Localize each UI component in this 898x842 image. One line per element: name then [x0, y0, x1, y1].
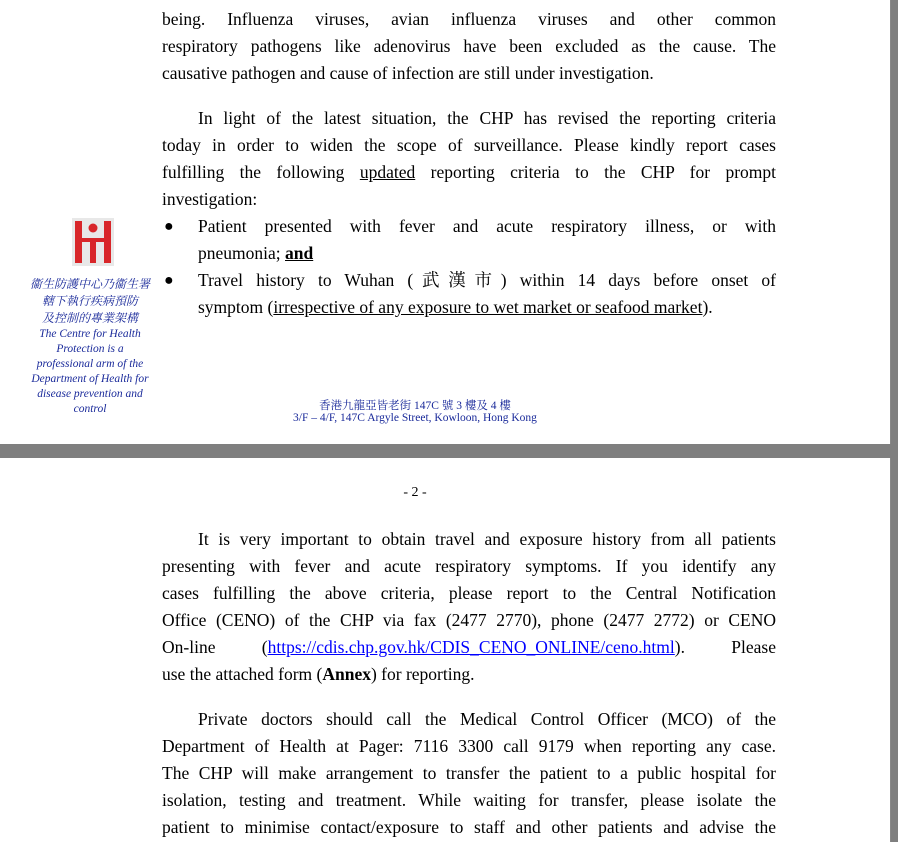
- text-line: Travel history to Wuhan (武漢市) within 14 days before onset of: [198, 270, 776, 290]
- text-line: It is very important to obtain travel and exposure history from all patients: [198, 529, 776, 549]
- chp-description-en: professional arm of the: [36, 358, 144, 370]
- text-line: causative pathogen and cause of infection are still under investigation.: [162, 63, 654, 83]
- ceno-online-link[interactable]: https://cdis.chp.gov.hk/CDIS_CENO_ONLINE/ceno.html: [267, 637, 675, 657]
- text-line: [198, 294, 776, 321]
- criteria-item-travel: [162, 267, 776, 321]
- text-line: Department of Health at Pager: 7116 3300 call 9179 when reporting any case.: [162, 736, 776, 756]
- text-line: isolation, testing and treatment. While waiting for transfer, please isolate the: [162, 790, 776, 810]
- underlined-phrase: irrespective of any exposure to wet market or seafood market: [273, 297, 703, 317]
- chp-description-en: control: [73, 403, 107, 415]
- chp-description-en: disease prevention and: [37, 388, 143, 400]
- text-line: The CHP will make arrangement to transfer the patient to a public hospital for: [162, 763, 776, 783]
- text-segment: ).: [702, 297, 713, 317]
- criteria-item-fever: [162, 213, 776, 267]
- chp-description-en: Protection is a: [56, 343, 124, 355]
- logo-bar-right: [104, 221, 111, 263]
- bullet-icon: ●: [164, 272, 174, 289]
- text-line: cases fulfilling the above criteria, please report to the Central Notification: [162, 583, 776, 603]
- chp-description-zh: 及控制的專業架構: [41, 311, 138, 325]
- text-line: Private doctors should call the Medical Control Officer (MCO) of the: [198, 709, 776, 729]
- text-line: today in order to widen the scope of surveillance. Please kindly report cases: [162, 135, 776, 155]
- page-number: - 2 -: [403, 485, 427, 500]
- text-line: [198, 240, 776, 267]
- text-segment: ) for reporting.: [370, 664, 475, 684]
- text-line: patient to minimise contact/exposure to staff and other patients and advise the: [162, 817, 776, 837]
- text-line: being. Influenza viruses, avian influenza viruses and other common: [162, 9, 776, 29]
- text-segment: pneumonia;: [198, 243, 285, 263]
- text-line: investigation:: [162, 189, 258, 209]
- text-segment: On-line (: [162, 637, 268, 657]
- text-line: presenting with fever and acute respiratory symptoms. If you identify any: [162, 556, 776, 576]
- logo-bar-left: [75, 221, 82, 263]
- chp-logo-icon: [72, 218, 114, 266]
- underlined-word-updated: updated: [359, 162, 416, 182]
- chp-description-zh: 衞生防護中心乃衞生署: [29, 277, 150, 291]
- text-line: [162, 159, 776, 186]
- chp-description-zh: 轄下執行疾病預防: [41, 294, 138, 308]
- reporting-criteria-list: [162, 213, 776, 321]
- paragraph-travel-history: [162, 526, 776, 688]
- footer-address-en: 3/F – 4/F, 147C Argyle Street, Kowloon, Hong Kong: [293, 412, 537, 424]
- chp-description: [24, 276, 156, 417]
- document-page-2: [0, 458, 891, 842]
- text-segment: reporting criteria to the CHP for prompt: [415, 162, 776, 182]
- bullet-icon: ●: [164, 218, 174, 235]
- text-segment: ). Please: [674, 637, 776, 657]
- text-line: In light of the latest situation, the CHP has revised the reporting criteria: [198, 108, 776, 128]
- text-line: Patient presented with fever and acute respiratory illness, or with: [198, 216, 776, 236]
- emphasis-and: and: [285, 243, 314, 263]
- text-segment: symptom (: [198, 297, 274, 317]
- chp-description-en: The Centre for Health: [39, 328, 141, 340]
- chp-description-en: Department of Health for: [31, 373, 149, 385]
- paragraph-private-doctors: [162, 706, 776, 841]
- text-line: [162, 634, 776, 661]
- text-segment: fulfilling the following: [162, 162, 360, 182]
- text-line: Office (CENO) of the CHP via fax (2477 2770), phone (2477 2772) or CENO: [162, 610, 776, 630]
- paragraph-revised-criteria: [162, 105, 776, 213]
- text-segment: use the attached form (: [162, 664, 323, 684]
- paragraph-pathogen-status: [162, 6, 776, 87]
- annex-bold: Annex: [322, 664, 371, 684]
- text-line: respiratory pathogens like adenovirus have been excluded as the cause. The: [162, 36, 776, 56]
- logo-head: [89, 224, 98, 233]
- text-line: [162, 661, 776, 688]
- footer-address-zh: 香港九龍亞皆老街 147C 號 3 樓及 4 樓: [319, 400, 511, 412]
